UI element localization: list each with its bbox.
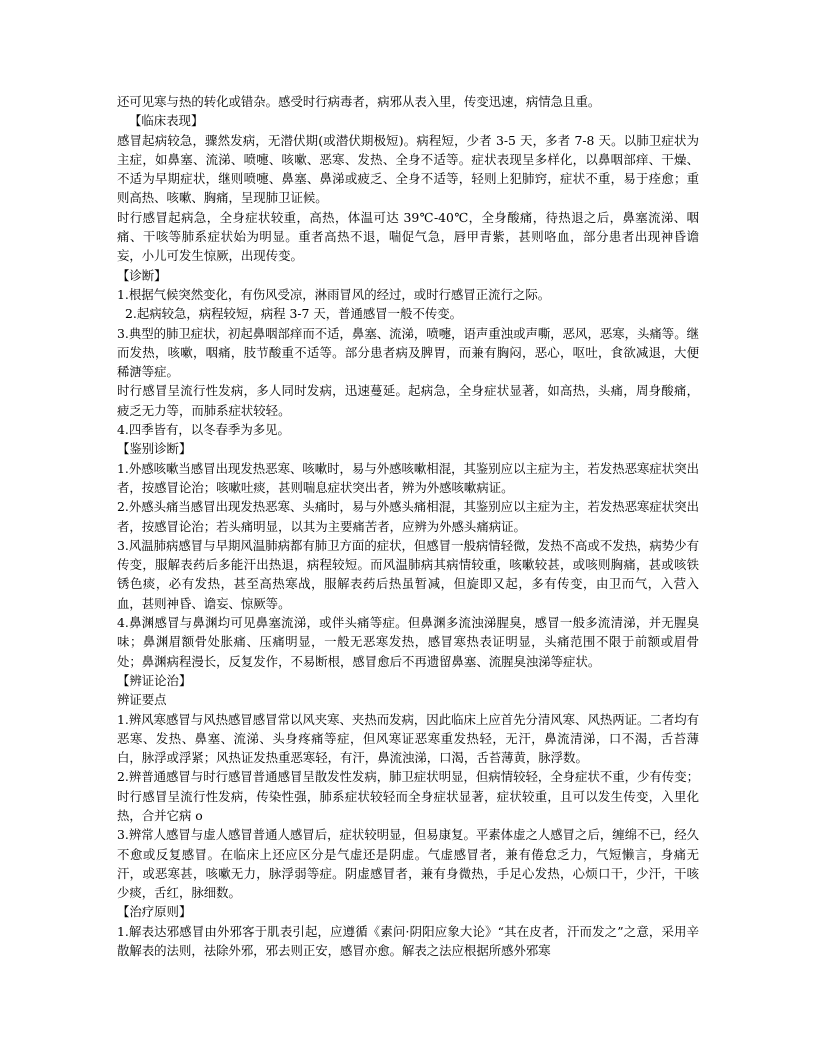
paragraph-differential-1: 1.外感咳嗽当感冒出现发热恶寒、咳嗽时，易与外感咳嗽相混，其鉴别应以主症为主，若发热恶寒症状突出者，按感冒论治；咳嗽吐痰，甚则喘息症状突出者，辨为外感咳嗽病证。 bbox=[117, 460, 699, 495]
heading-differential-diagnosis: 【鉴别诊断】 bbox=[117, 441, 192, 457]
paragraph-key-point-3: 3.辨常人感冒与虚人感冒普通人感冒后，症状较明显，但易康复。平素体虚之人感冒之后，缠绵不已，经久不愈或反复感冒。在临床上还应区分是气虚还是阴虚。气虚感冒者，兼有倦怠乏力，气短懒言，身痛无汗，或恶寒甚，咳嗽无力，脉浮弱等症。阴虚感冒者，兼有身微热，手足心发热，心烦口干，少汗，干咳少痰，舌红，脉细数。 bbox=[117, 827, 699, 901]
paragraph-differential-4: 4.鼻渊感冒与鼻渊均可见鼻塞流涕，或伴头痛等症。但鼻渊多流浊涕腥臭，感冒一般多流清涕，并无腥臭味；鼻渊眉额骨处胀痛、压痛明显，一般无恶寒发热，感冒寒热表证明显，头痛范围不限于前额或眉骨处；鼻渊病程漫长，反复发作，不易断根，感冒愈后不再遗留鼻塞、流腥臭浊涕等症状。 bbox=[117, 615, 699, 669]
paragraph-diagnosis-2: 2.起病较急，病程较短，病程 3-7 天，普通感冒一般不传变。 bbox=[125, 306, 463, 322]
paragraph-clinical-1: 感冒起病较急，骤然发病，无潜伏期(或潜伏期极短)。病程短，少者 3-5 天，多者 7-8 天。以肺卫症状为主症，如鼻塞、流涕、喷嚏、咳嗽、恶寒、发热、全身不适等。症状表现呈多样化，以鼻咽部痒、干燥、不适为早期症状，继则喷嚏、鼻塞、鼻涕或疲乏、全身不适等，轻则上犯肺窍，症状不重，易于痊愈；重则高热、咳嗽、胸痛，呈现肺卫证候。 bbox=[117, 132, 699, 206]
paragraph-intro: 还可见寒与热的转化或错杂。感受时行病毒者，病邪从表入里，传变迅速，病情急且重。 bbox=[117, 94, 601, 109]
paragraph-differential-3: 3.风温肺病感冒与早期风温肺病都有肺卫方面的症状，但感冒一般病情轻微，发热不高或不发热，病势少有传变，服解表药后多能汗出热退，病程较短。而风温肺病其病情较重，咳嗽较甚，或咳则胸痛，甚或咳铁锈色痰，必有发热，甚至高热寒战，服解表药后热虽暂减，但旋即又起，多有传变，由卫而气，入营入血，甚则神昏、谵妄、惊厥等。 bbox=[117, 537, 699, 611]
heading-syndrome-treatment: 【辨证论治】 bbox=[117, 672, 192, 688]
paragraph-key-point-1: 1.辨风寒感冒与风热感冒感冒常以风夹寒、夹热而发病，因此临床上应首先分清风寒、风热两证。二者均有恶寒、发热、鼻塞、流涕、头身疼痛等症，但风寒证恶寒重发热轻，无汗，鼻流清涕，口不渴，舌苔薄白，脉浮或浮紧；风热证发热重恶寒轻，有汗，鼻流浊涕，口渴，舌苔薄黄，脉浮数。 bbox=[117, 711, 699, 766]
heading-diagnosis: 【诊断】 bbox=[117, 267, 167, 283]
paragraph-diagnosis-1: 1.根据气候突然变化，有伤风受凉，淋雨冒风的经过，或时行感冒正流行之际。 bbox=[117, 286, 551, 302]
paragraph-diagnosis-3: 3.典型的肺卫症状，初起鼻咽部痒而不适，鼻塞、流涕，喷嚏，语声重浊或声嘶，恶风，恶寒，头痛等。继而发热，咳嗽，咽痛，肢节酸重不适等。部分患者病及脾胃，而兼有胸闷，恶心，呕吐，食欲减退，大便稀溏等症。 bbox=[117, 325, 699, 380]
document-page bbox=[117, 92, 699, 960]
paragraph-differential-2: 2.外感头痛当感冒出现发热恶寒、头痛时，易与外感头痛相混，其鉴别应以主症为主，若发热恶寒症状突出者，按感冒论治；若头痛明显，以其为主要痛苦者，应辨为外感头痛病证。 bbox=[117, 499, 699, 534]
paragraph-diagnosis-4: 4.四季皆有，以冬春季为多见。 bbox=[117, 422, 290, 438]
paragraph-diagnosis-epidemic: 时行感冒呈流行性发病，多人同时发病，迅速蔓延。起病急，全身症状显著，如高热，头痛，周身酸痛，疲乏无力等，而肺系症状较轻。 bbox=[117, 383, 699, 418]
paragraph-key-point-2: 2.辨普通感冒与时行感冒普通感冒呈散发性发病，肺卫症状明显，但病情较轻，全身症状不重，少有传变；时行感冒呈流行性发病，传染性强，肺系症状较轻而全身症状显著，症状较重，且可以发生传变，入里化热，合并它病 o bbox=[117, 769, 699, 823]
paragraph-clinical-2: 时行感冒起病急，全身症状较重，高热，体温可达 39℃-40℃，全身酸痛，待热退之后，鼻塞流涕、咽痛、干咳等肺系症状始为明显。重者高热不退，喘促气急，唇甲青紫，甚则咯血，部分患者出现神昏谵妄，小儿可发生惊厥，出现传变。 bbox=[117, 209, 699, 264]
heading-treatment-principles: 【治疗原则】 bbox=[117, 904, 192, 920]
paragraph-key-points-title: 辨证要点 bbox=[117, 692, 167, 708]
heading-clinical-manifestations: 【临床表现】 bbox=[129, 113, 204, 129]
paragraph-treatment-1: 1.解表达邪感冒由外邪客于肌表引起，应遵循《素问·阴阳应象大论》“其在皮者，汗而发之”之意，采用辛散解表的法则，祛除外邪，邪去则正安，感冒亦愈。解表之法应根据所感外邪寒 bbox=[117, 923, 699, 959]
